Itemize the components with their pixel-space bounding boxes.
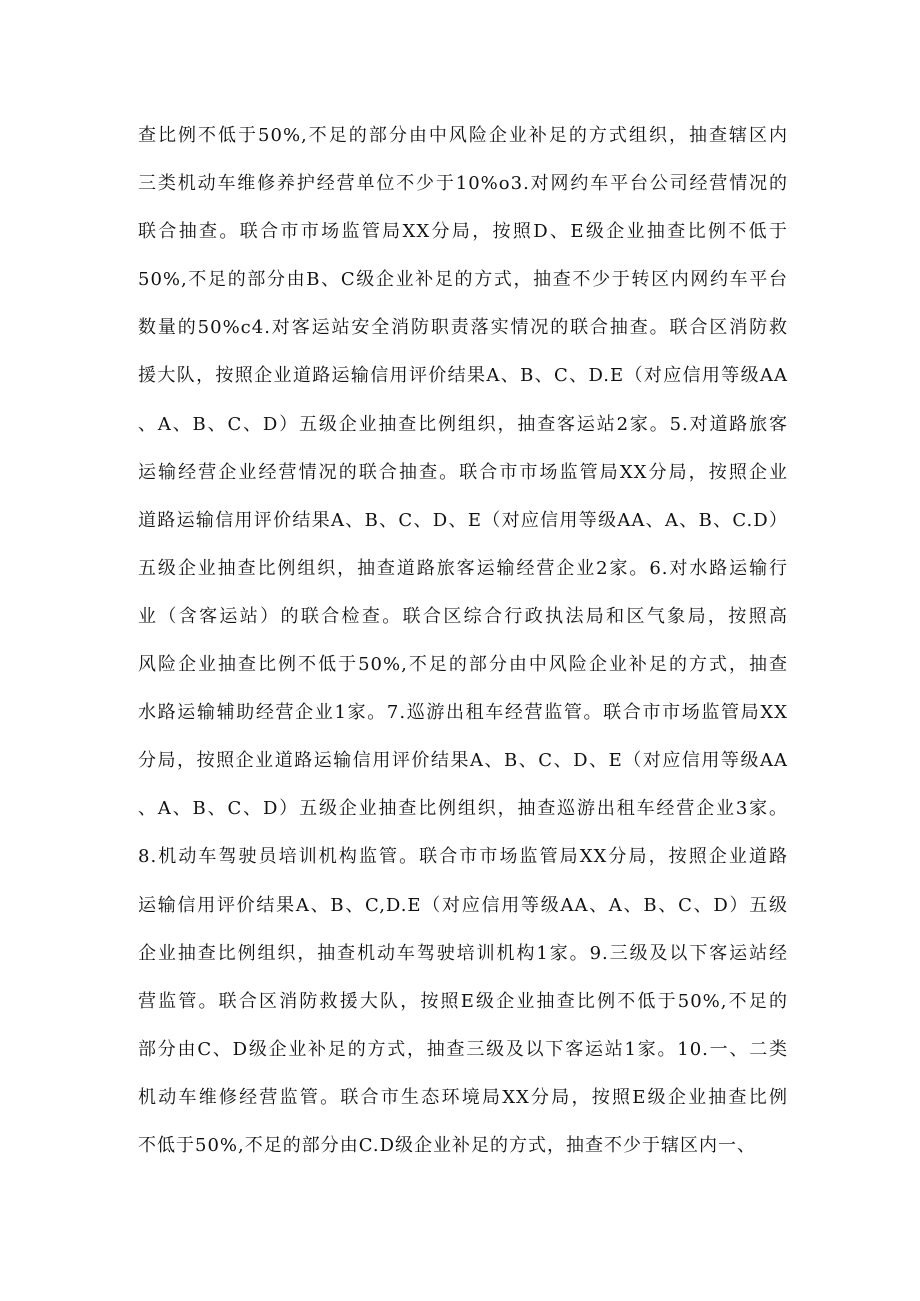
text-line: 分局，按照企业道路运输信用评价结果A、B、C、D、E（对应信用等级AA — [138, 750, 788, 772]
text-line: 8.机动车驾驶员培训机构监管。联合市市场监管局XX分局，按照企业道路 — [138, 846, 788, 868]
text-line: 风险企业抽查比例不低于50%,不足的部分由中风险企业补足的方式，抽查 — [138, 654, 788, 676]
body-text — [138, 118, 788, 1176]
text-line: 运输信用评价结果A、B、C,D.E（对应信用等级AA、A、B、C、D）五级 — [138, 894, 788, 916]
text-line: 50%,不足的部分由B、C级企业补足的方式，抽查不少于转区内网约车平台 — [138, 269, 788, 291]
text-line: 机动车维修经营监管。联合市生态环境局XX分局，按照E级企业抽查比例 — [138, 1086, 788, 1108]
text-line: 联合抽查。联合市市场监管局XX分局，按照D、E级企业抽查比例不低于 — [138, 221, 788, 243]
text-line: 、A、B、C、D）五级企业抽查比例组织，抽查客运站2家。5.对道路旅客 — [138, 413, 788, 435]
text-line: 三类机动车维修养护经营单位不少于10%o3.对网约车平台公司经营情况的 — [138, 173, 788, 195]
text-line: 、A、B、C、D）五级企业抽查比例组织，抽查巡游出租车经营企业3家。 — [138, 798, 788, 820]
text-line: 企业抽查比例组织，抽查机动车驾驶培训机构1家。9.三级及以下客运站经 — [138, 942, 788, 964]
text-line: 营监管。联合区消防救援大队，按照E级企业抽查比例不低于50%,不足的 — [138, 990, 788, 1012]
text-line: 业（含客运站）的联合检查。联合区综合行政执法局和区气象局，按照高 — [138, 605, 788, 627]
text-line: 水路运输辅助经营企业1家。7.巡游出租车经营监管。联合市市场监管局XX — [138, 702, 788, 724]
text-line: 运输经营企业经营情况的联合抽查。联合市市场监管局XX分局，按照企业 — [138, 461, 788, 483]
text-line: 数量的50%c4.对客运站安全消防职责落实情况的联合抽查。联合区消防救 — [138, 317, 788, 339]
text-line: 援大队，按照企业道路运输信用评价结果A、B、C、D.E（对应信用等级AA — [138, 365, 788, 387]
text-line: 道路运输信用评价结果A、B、C、D、E（对应信用等级AA、A、B、C.D） — [138, 509, 788, 531]
text-line: 查比例不低于50%,不足的部分由中风险企业补足的方式组织，抽查辖区内 — [138, 125, 788, 146]
text-line: 五级企业抽查比例组织，抽查道路旅客运输经营企业2家。6.对水路运输行 — [138, 557, 788, 579]
text-line: 部分由C、D级企业补足的方式，抽查三级及以下客运站1家。10.一、二类 — [138, 1038, 788, 1060]
text-line: 不低于50%,不足的部分由C.D级企业补足的方式，抽查不少于辖区内一、 — [138, 1134, 757, 1156]
